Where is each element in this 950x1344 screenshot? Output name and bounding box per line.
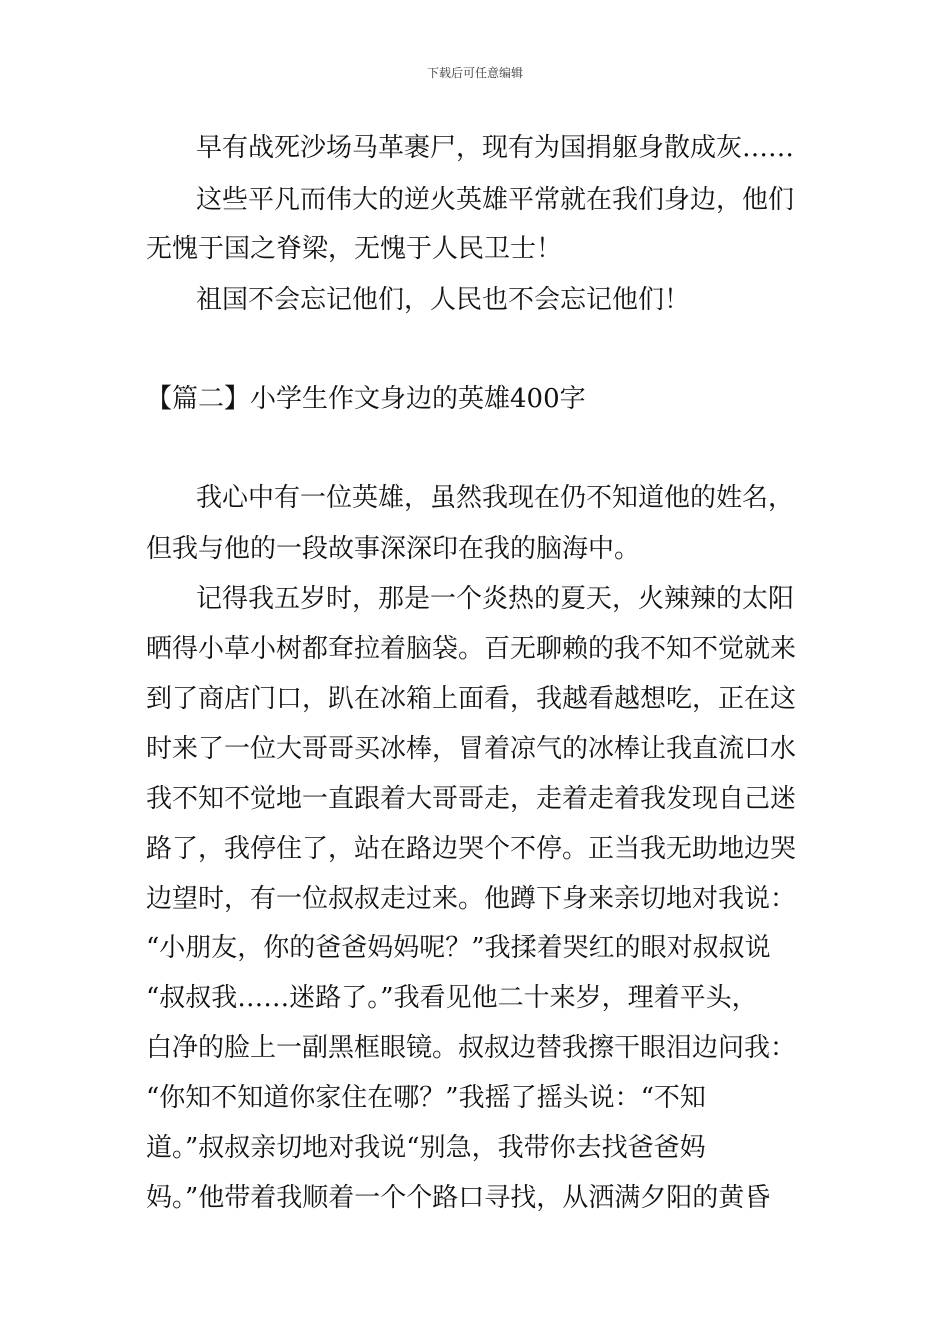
paragraph-line: “你知不知道你家住在哪？”我摇了摇头说：“不知	[146, 1083, 706, 1113]
paragraph-line: 路了，我停住了，站在路边哭个不停。正当我无助地边哭	[146, 834, 797, 864]
paragraph-line: 时来了一位大哥哥买冰棒，冒着凉气的冰棒让我直流口水	[146, 734, 797, 764]
paragraph-line: “小朋友，你的爸爸妈妈呢？”我揉着哭红的眼对叔叔说	[146, 933, 771, 963]
paragraph-line: 晒得小草小树都耷拉着脑袋。百无聊赖的我不知不觉就来	[146, 634, 797, 664]
paragraph-line: 这些平凡而伟大的逆火英雄平常就在我们身边，他们	[196, 185, 795, 215]
paragraph-line: 妈。”他带着我顺着一个个路口寻找，从洒满夕阳的黄昏	[146, 1183, 771, 1213]
paragraph-line: 道。”叔叔亲切地对我说“别急，我带你去找爸爸妈	[146, 1133, 706, 1163]
paragraph-line: 我心中有一位英雄，虽然我现在仍不知道他的姓名，	[196, 483, 795, 513]
paragraph-line: 白净的脸上一副黑框眼镜。叔叔边替我擦干眼泪边问我：	[146, 1033, 797, 1063]
paragraph-line: 到了商店门口，趴在冰箱上面看，我越看越想吃，正在这	[146, 684, 797, 714]
section-heading: 【篇二】小学生作文身边的英雄400字	[146, 384, 586, 414]
paragraph-line: 记得我五岁时，那是一个炎热的夏天，火辣辣的太阳	[196, 584, 795, 614]
paragraph-line: 但我与他的一段故事深深印在我的脑海中。	[146, 534, 641, 564]
paragraph-line: 边望时，有一位叔叔走过来。他蹲下身来亲切地对我说：	[146, 884, 797, 914]
paragraph-line: 早有战死沙场马革裹尸，现有为国捐躯身散成灰……	[196, 133, 795, 163]
paragraph-line: “叔叔我……迷路了。”我看见他二十来岁，理着平头，	[146, 983, 758, 1013]
paragraph-line: 我不知不觉地一直跟着大哥哥走，走着走着我发现自己迷	[146, 784, 797, 814]
paragraph-line: 祖国不会忘记他们，人民也不会忘记他们！	[196, 285, 691, 315]
paragraph-line: 无愧于国之脊梁，无愧于人民卫士！	[146, 234, 563, 264]
page-header: 下载后可任意编辑	[426, 66, 523, 80]
